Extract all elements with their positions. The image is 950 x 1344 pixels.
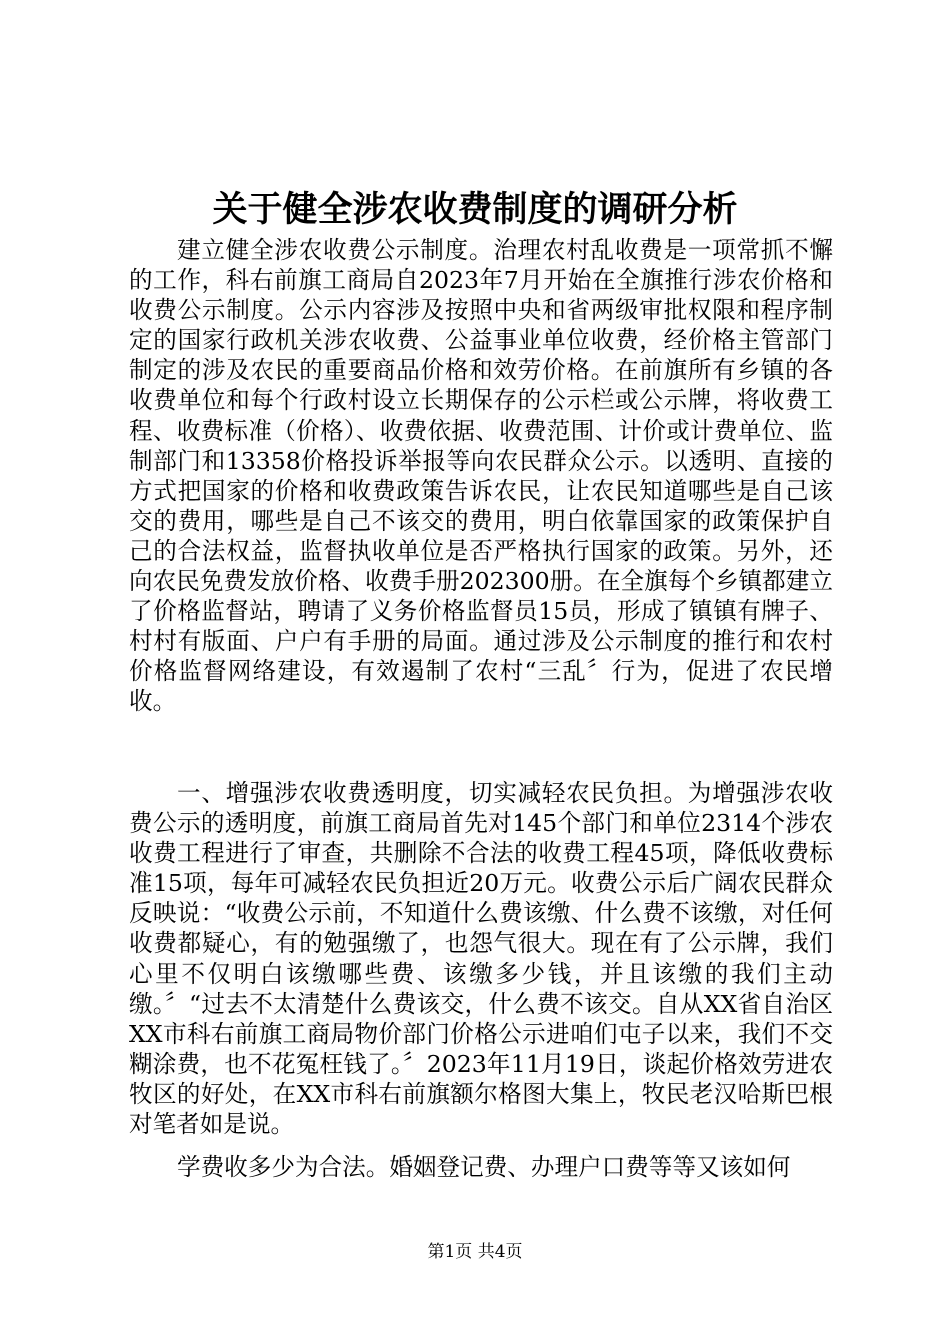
paragraph-transparency xyxy=(129,778,833,1139)
paragraph-text: 一、增强涉农收费透明度，切实减轻农民负担。为增强涉农收费公示的透明度，前旗工商局首先对145个部门和单位2314个涉农收费工程进行了审查，共删除不合法的收费工程45项，降低收费标准15项，每年可减轻农民负担近20万元。收费公示后广阔农民群众反映说：“收费公示前，不知道什么费该缴、什么费不该缴，对任何收费都疑心，有的勉强缴了，也怨气很大。现在有了公示牌，我们心里不仅明白该缴哪些费、该缴多少钱，并且该缴的我们主动缴。〞“过去不太清楚什么费该交，什么费不该交。自从XX省自治区XX市科右前旗工商局物价部门价格公示进咱们屯子以来，我们不交糊涂费，也不花冤枉钱了。〞2023年11月19日，谈起价格效劳进农牧区的好处，在XX市科右前旗额尔格图大集上，牧民老汉哈斯巴根对笔者如是说。 xyxy=(129,779,833,1139)
paragraph-tuition xyxy=(129,1152,833,1182)
document-title: 关于健全涉农收费制度的调研分析 xyxy=(212,189,738,230)
paragraph-text: 建立健全涉农收费公示制度。治理农村乱收费是一项常抓不懈的工作，科右前旗工商局自2023年7月开始在全旗推行涉农价格和收费公示制度。公示内容涉及按照中央和省两级审批权限和程序制定的国家行政机关涉农收费、公益事业单位收费，经价格主管部门制定的涉及农民的重要商品价格和效劳价格。在前旗所有乡镇的各收费单位和每个行政村设立长期保存的公示栏或公示牌，将收费工程、收费标准（价格）、收费依据、收费范围、计价或计费单位、监制部门和13358价格投诉举报等向农民群众公示。以透明、直接的方式把国家的价格和收费政策告诉农民，让农民知道哪些是自己该交的费用，哪些是自己不该交的费用，明白依靠国家的政策保护自己的合法权益，监督执收单位是否严格执行国家的政策。另外，还向农民免费发放价格、收费手册202300册。在全旗每个乡镇都建立了价格监督站，聘请了义务价格监督员15员，形成了镇镇有牌子、村村有版面、户户有手册的局面。通过涉及公示制度的推行和农村价格监督网络建设，有效遏制了农村“三乱〞行为，促进了农民增收。 xyxy=(129,236,833,716)
page-footer: 第1页 共4页 xyxy=(427,1242,523,1262)
paragraph-fee-disclosure xyxy=(129,235,833,717)
paragraph-text: 学费收多少为合法。婚姻登记费、办理户口费等等又该如何 xyxy=(177,1153,791,1181)
